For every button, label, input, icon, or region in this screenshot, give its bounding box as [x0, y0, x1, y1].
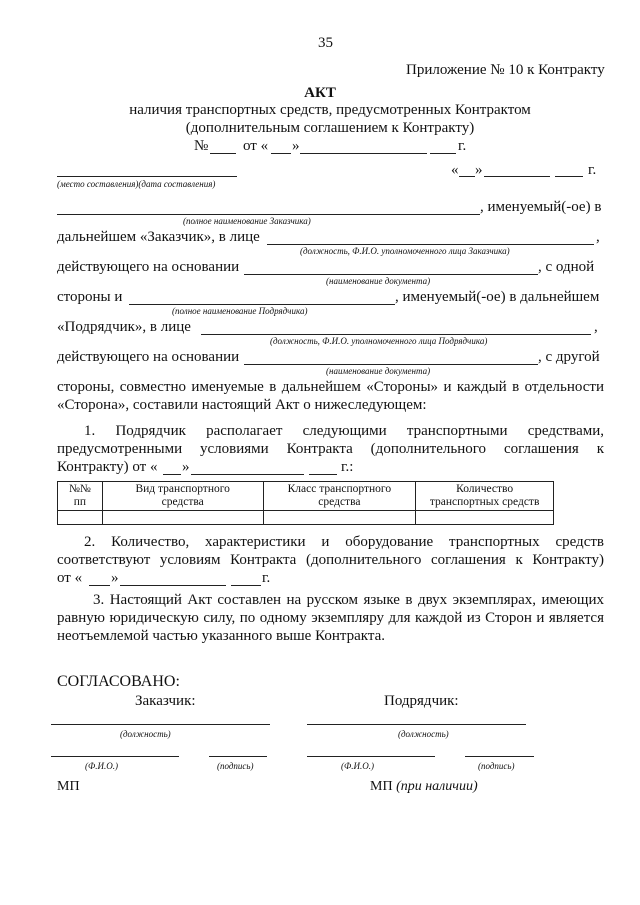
contractor-name-field[interactable] [129, 304, 395, 305]
p2-line-3-head: от « [57, 570, 83, 586]
agreed-heading: СОГЛАСОВАНО: [57, 673, 180, 690]
header-type-l2: средства [161, 496, 204, 508]
customer-document-field[interactable] [244, 274, 538, 275]
contractor-signature-hint: (подпись) [478, 761, 515, 771]
p3-line-2: равную юридическую силу, по одному экземпляру для каждой из Сторон и является [57, 610, 604, 626]
p1-line-1: 1. Подрядчик располагает следующими транспортными средствами, [84, 423, 604, 439]
stamp-right-note: (при наличии) [396, 779, 478, 794]
date-year-field[interactable] [555, 176, 583, 177]
customer-official-field[interactable] [267, 244, 594, 245]
contractor-position-field[interactable] [307, 724, 526, 725]
customer-fio-field[interactable] [51, 756, 179, 757]
act-date-label: от « [243, 138, 269, 154]
p2-line-1: 2. Количество, характеристики и оборудование транспортных средств [84, 534, 604, 550]
line2-comma: , [596, 229, 600, 245]
contractor-position-hint: (должность) [398, 729, 449, 739]
p2-year-field[interactable] [231, 585, 261, 586]
date-day-field[interactable] [459, 176, 475, 177]
line5-comma: , [594, 319, 598, 335]
appendix-reference: Приложение № 10 к Контракту [406, 62, 605, 78]
line3-head: действующего на основании [57, 259, 240, 275]
header-quantity-l1: Количество [456, 483, 514, 495]
header-class-l1: Класс транспортного [287, 483, 392, 495]
contractor-official-field[interactable] [201, 334, 591, 335]
p1-month-field[interactable] [191, 474, 304, 475]
customer-signature-hint: (подпись) [217, 761, 254, 771]
act-quote-close: » [292, 138, 300, 154]
contractor-fio-field[interactable] [307, 756, 435, 757]
contractor-fio-hint: (Ф.И.О.) [341, 761, 374, 771]
vehicles-table [57, 481, 554, 525]
line4-tail: , именуемый(-ое) в дальнейшем [395, 289, 600, 305]
customer-label: Заказчик: [135, 693, 196, 709]
p1-year-suffix: г.: [341, 459, 354, 475]
hint-contractor-name: (полное наименование Подрядчика) [172, 306, 308, 316]
header-number-l1: №№ [68, 483, 91, 495]
p1-quote-close: » [182, 459, 190, 475]
p1-year-field[interactable] [309, 474, 337, 475]
table-cell[interactable] [58, 511, 103, 525]
table-row [58, 511, 554, 525]
date-month-field[interactable] [484, 176, 550, 177]
hint-place-date: (место составления)(дата составления) [57, 179, 216, 189]
p2-quote-close: » [111, 570, 119, 586]
table-cell[interactable] [416, 511, 554, 525]
table-cell[interactable] [102, 511, 263, 525]
customer-position-hint: (должность) [120, 729, 171, 739]
subtitle-1: наличия транспортных средств, предусмотренных Контрактом [129, 102, 531, 118]
date-year-suffix: г. [588, 162, 597, 178]
hint-document-2: (наименование документа) [326, 366, 431, 376]
p3-line-1: 3. Настоящий Акт составлен на русском языке в двух экземплярах, имеющих [93, 592, 604, 608]
act-month-field[interactable] [300, 153, 427, 154]
contractor-signature-field[interactable] [465, 756, 534, 757]
hint-contractor-official: (должность, Ф.И.О. уполномоченного лица Подрядчика) [270, 336, 488, 346]
customer-fio-hint: (Ф.И.О.) [85, 761, 118, 771]
p1-line-2: предусмотренными условиями Контракта (дополнительного соглашения к [57, 441, 604, 457]
customer-signature-field[interactable] [209, 756, 267, 757]
line3-tail: , с одной [538, 259, 595, 275]
p2-line-2: соответствуют условиям Контракта (дополнительного соглашения к Контракту) [57, 552, 604, 568]
stamp-right-label: МП [370, 779, 393, 794]
line5-head: «Подрядчик», в лице [57, 319, 191, 335]
line6-head: действующего на основании [57, 349, 240, 365]
line2-head: дальнейшем «Заказчик», в лице [57, 229, 260, 245]
table-header-row [58, 482, 554, 511]
header-cell-type [102, 482, 263, 511]
customer-position-field[interactable] [51, 724, 270, 725]
act-day-field[interactable] [271, 153, 291, 154]
place-field[interactable] [57, 176, 237, 177]
act-number-label: № [194, 138, 209, 154]
act-year-suffix: г. [458, 138, 467, 154]
customer-name-field[interactable] [57, 214, 480, 215]
header-quantity-l2: транспортных средств [429, 496, 540, 508]
contractor-label: Подрядчик: [384, 693, 459, 709]
act-number-field[interactable] [210, 153, 236, 154]
stamp-right [370, 778, 478, 796]
act-year-field[interactable] [430, 153, 456, 154]
hint-customer-name: (полное наименование Заказчика) [183, 216, 311, 226]
header-cell-number [58, 482, 103, 511]
stamp-left: МП [57, 779, 80, 794]
p3-line-3: неотъемлемой частью указанного выше Контракта. [57, 628, 385, 644]
page-number: 35 [318, 35, 333, 51]
parties-line-1: стороны, совместно именуемые в дальнейшем «Стороны» и каждый в отдельности [57, 379, 604, 395]
subtitle-2: (дополнительным соглашением к Контракту) [185, 120, 475, 136]
line4-head: стороны и [57, 289, 123, 305]
line6-tail: , с другой [538, 349, 600, 365]
p2-day-field[interactable] [89, 585, 110, 586]
p2-month-field[interactable] [120, 585, 226, 586]
date-quote-close: » [475, 162, 483, 178]
line1-tail: , именуемый(-ое) в [480, 199, 602, 215]
p2-year-suffix: г. [262, 570, 271, 586]
table-cell[interactable] [263, 511, 416, 525]
hint-document-1: (наименование документа) [326, 276, 431, 286]
header-number-l2: пп [73, 496, 87, 508]
p1-day-field[interactable] [163, 474, 181, 475]
parties-line-2: «Сторона», составили настоящий Акт о нижеследующем: [57, 397, 427, 413]
hint-customer-official: (должность, Ф.И.О. уполномоченного лица Заказчика) [300, 246, 510, 256]
contractor-document-field[interactable] [244, 364, 538, 365]
header-class-l2: средства [318, 496, 361, 508]
title-text: АКТ [304, 85, 336, 101]
header-cell-quantity [416, 482, 554, 511]
p1-line-3-head: Контракту) от « [57, 459, 158, 475]
header-cell-class [263, 482, 416, 511]
header-type-l1: Вид транспортного [135, 483, 230, 495]
date-quote-open: « [451, 162, 459, 178]
page-title [0, 84, 640, 102]
